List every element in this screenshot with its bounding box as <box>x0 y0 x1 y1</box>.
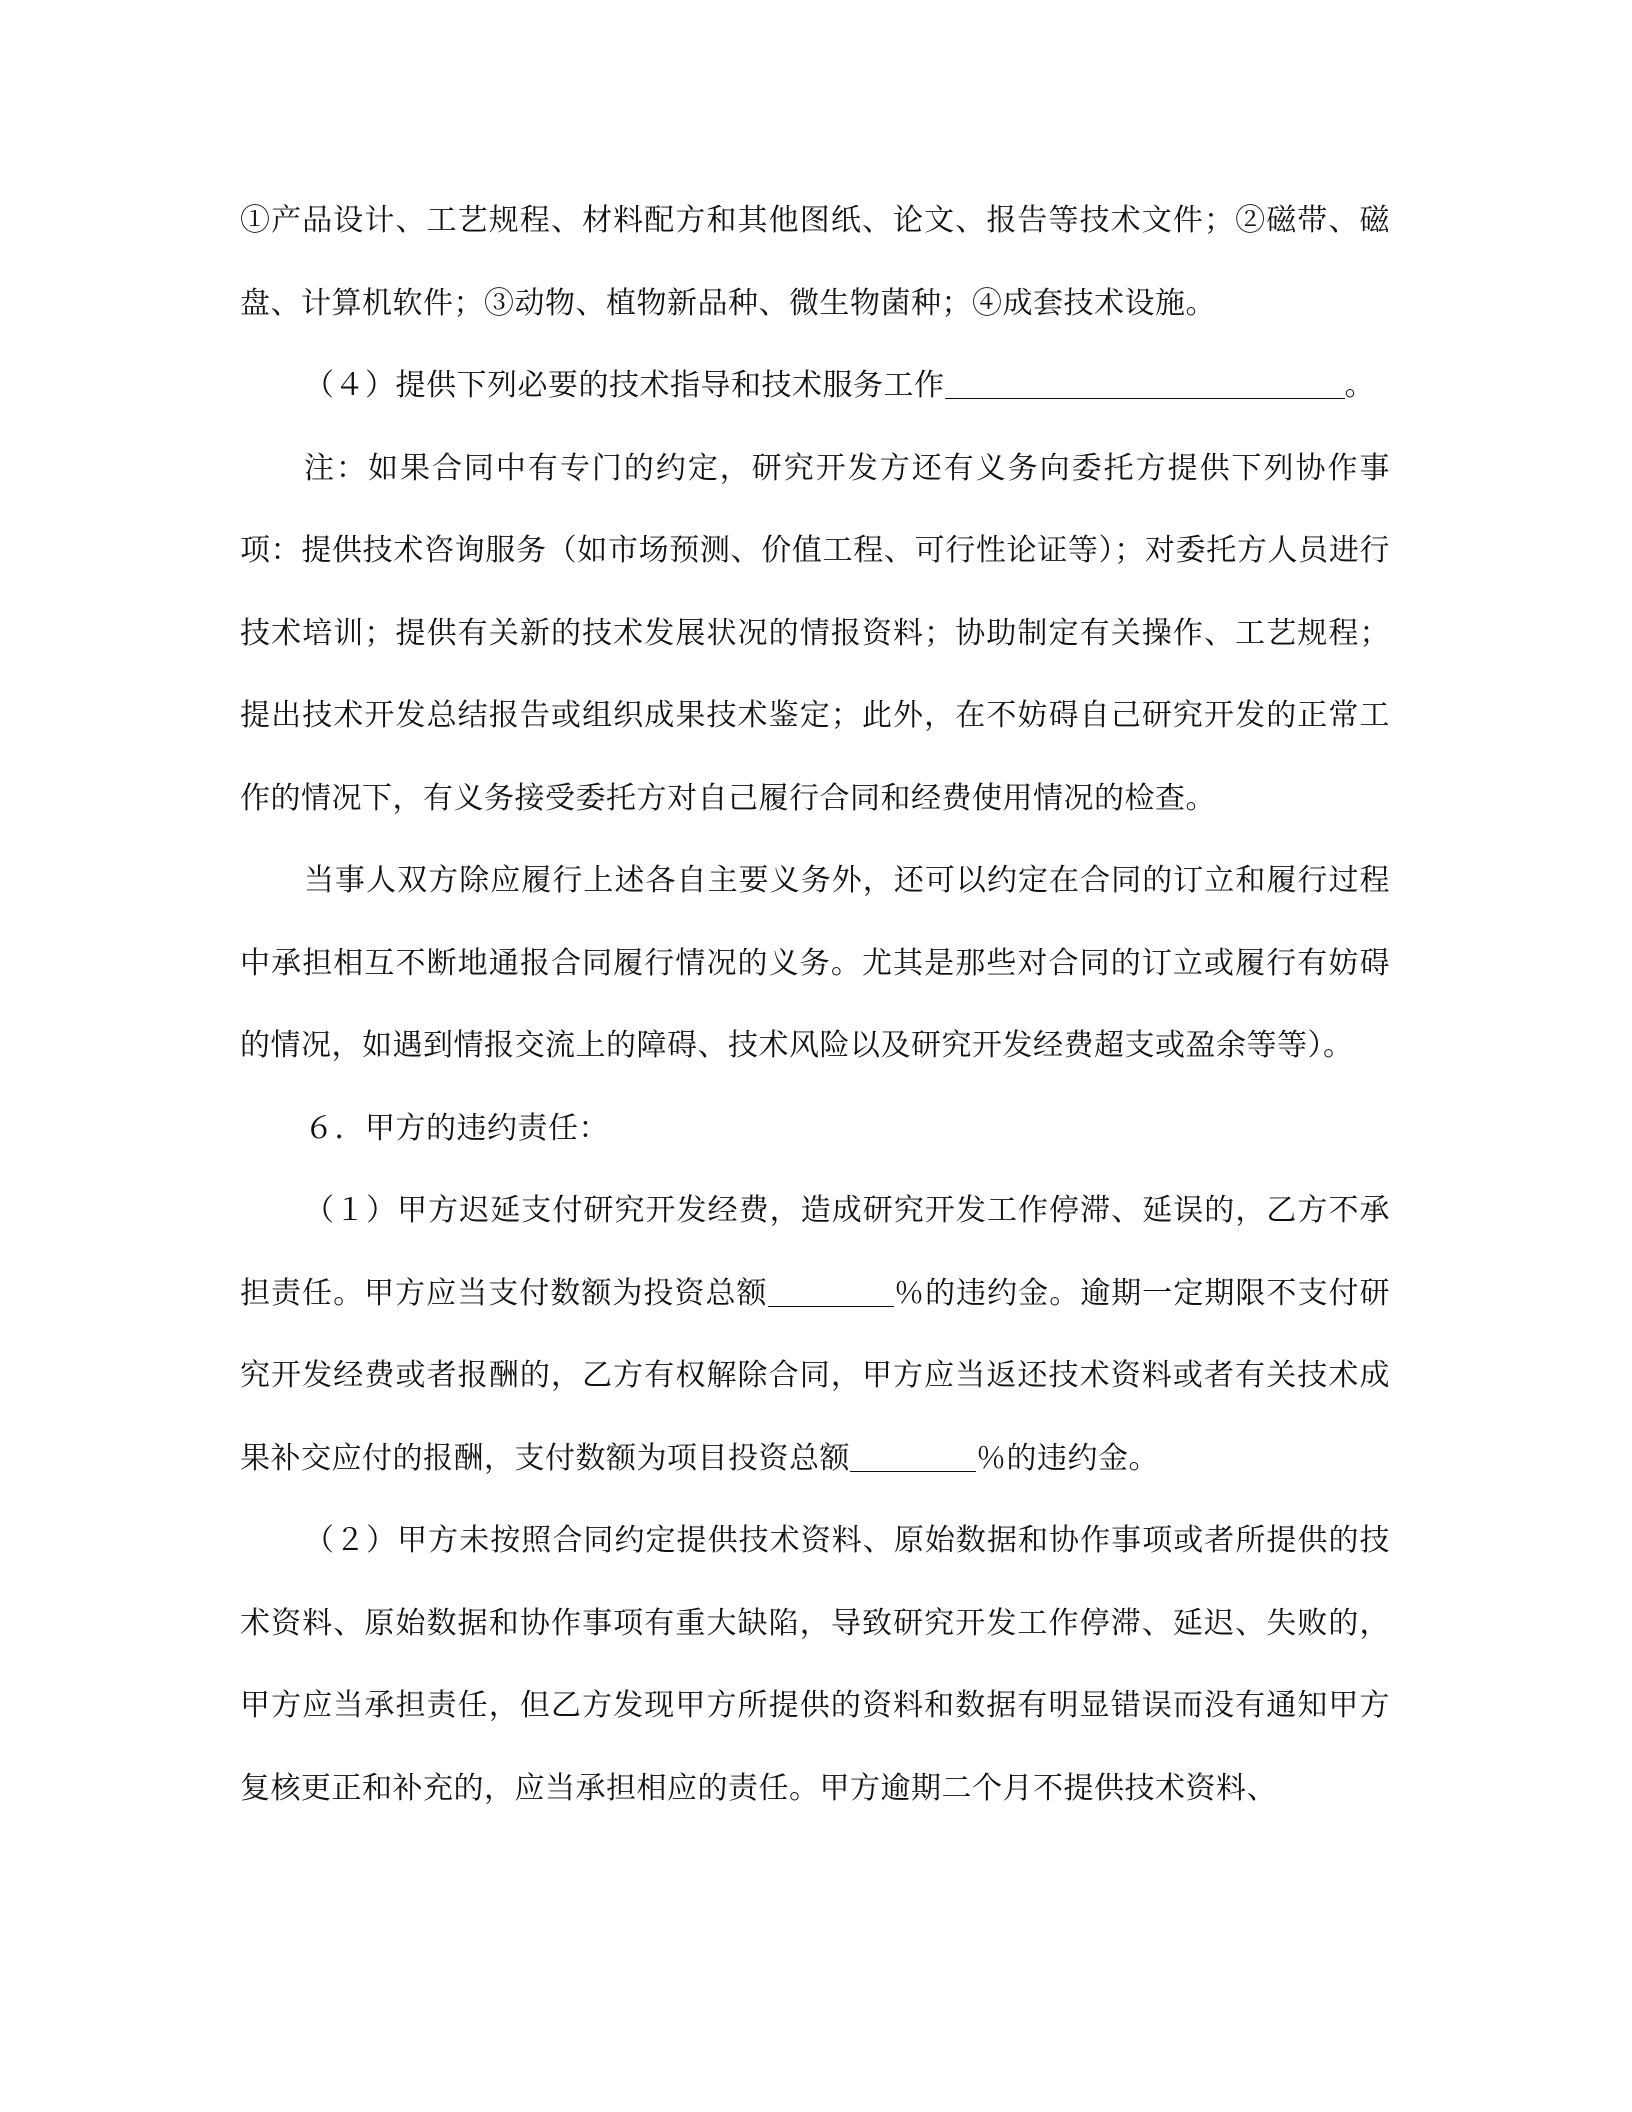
fill-in-blank-penalty-percent-1[interactable] <box>768 1276 894 1307</box>
paragraph-deliverables-list: ①产品设计、工艺规程、材料配方和其他图纸、论文、报告等技术文件；②磁带、磁盘、计算机软件；③动物、植物新品种、微生物菌种；④成套技术设施。 <box>240 203 1390 321</box>
document-page <box>240 180 1390 1830</box>
paragraph-mutual-obligations: 当事人双方除应履行上述各自主要义务外，还可以约定在合同的订立和履行过程中承担相互不断地通报合同履行情况的义务。尤其是那些对合同的订立或履行有妨碍的情况，如遇到情报交流上的障碍、技术风险以及研究开发经费超支或盈余等等）。 <box>240 863 1390 1063</box>
paragraph-clause-2-missing-data: （２）甲方未按照合同约定提供技术资料、原始数据和协作事项或者所提供的技术资料、原始数据和协作事项有重大缺陷，导致研究开发工作停滞、延迟、失败的，甲方应当承担责任，但乙方发现甲方所提供的资料和数据有明显错误而没有通知甲方复核更正和补充的，应当承担相应的责任。甲方逾期二个月不提供技术资料、 <box>240 1523 1390 1806</box>
clause-4-period: 。 <box>1344 368 1375 403</box>
clause-1-text-c: ％的违约金。 <box>976 1440 1159 1476</box>
clause-4-text: （４）提供下列必要的技术指导和技术服务工作 <box>304 368 945 403</box>
fill-in-blank-penalty-percent-2[interactable] <box>850 1441 976 1472</box>
clause-1-text-b: ％的违约金。逾期一定期限不支付研究开发经费或者报酬的，乙方有权解除合同，甲方应当返还技术资料或者有关技术成果补交应付的报酬，支付数额为项目投资总额 <box>240 1275 1391 1476</box>
clause-1-text-a: （１）甲方迟延支付研究开发经费，造成研究开发工作停滞、延误的，乙方不承担责任。甲方应当支付数额为投资总额 <box>240 1193 1390 1311</box>
paragraph-note: 注：如果合同中有专门的约定，研究开发方还有义务向委托方提供下列协作事项：提供技术咨询服务（如市场预测、价值工程、可行性论证等）；对委托方人员进行技术培训；提供有关新的技术发展状况的情报资料；协助制定有关操作、工艺规程；提出技术开发总结报告或组织成果技术鉴定；此外，在不妨碍自己研究开发的正常工作的情况下，有义务接受委托方对自己履行合同和经费使用情况的检查。 <box>240 450 1390 816</box>
section-heading-party-a-liability: ６．甲方的违约责任： <box>304 1110 609 1146</box>
paragraph-clause-4 <box>240 345 1390 428</box>
fill-in-blank-tech-services[interactable] <box>945 368 1345 399</box>
paragraph-clause-1-delay-payment <box>240 1170 1390 1500</box>
